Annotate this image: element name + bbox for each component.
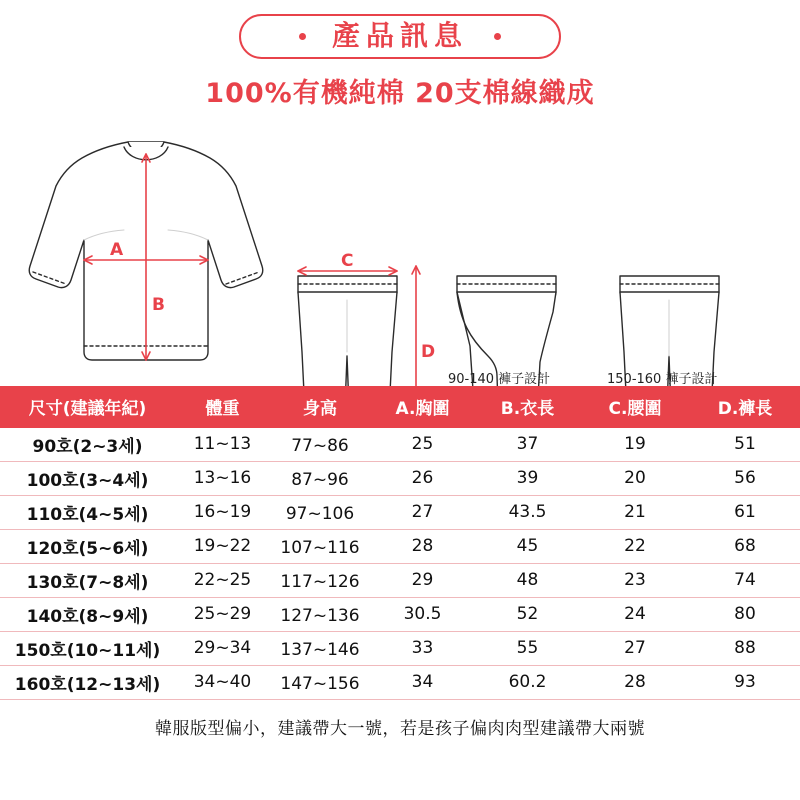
title-pill [239, 14, 561, 59]
cell-pants: 61 [690, 495, 800, 529]
col-header-chest: A.胸圍 [370, 386, 475, 428]
cell-weight: 34~40 [175, 665, 270, 699]
dimension-label-b: B [152, 294, 165, 315]
cell-size: 100호(3~4세) [0, 461, 175, 495]
dot-left-icon [299, 33, 306, 40]
table-row [0, 563, 800, 597]
cell-size: 90호(2~3세) [0, 428, 175, 462]
cell-size: 150호(10~11세) [0, 631, 175, 665]
cell-size: 130호(7~8세) [0, 563, 175, 597]
cell-waist: 27 [580, 631, 690, 665]
cell-pants: 74 [690, 563, 800, 597]
col-header-size: 尺寸(建議年紀) [0, 386, 175, 428]
cell-waist: 19 [580, 428, 690, 462]
cell-pants: 93 [690, 665, 800, 699]
cell-length: 60.2 [475, 665, 580, 699]
col-header-pants: D.褲長 [690, 386, 800, 428]
table-row [0, 597, 800, 631]
cell-length: 37 [475, 428, 580, 462]
garment-illustration [0, 116, 800, 386]
cell-waist: 23 [580, 563, 690, 597]
product-info-header [0, 0, 800, 110]
col-header-length: B.衣長 [475, 386, 580, 428]
cell-weight: 25~29 [175, 597, 270, 631]
cell-waist: 21 [580, 495, 690, 529]
size-table-body [0, 428, 800, 700]
cell-weight: 16~19 [175, 495, 270, 529]
cell-length: 48 [475, 563, 580, 597]
cell-chest: 33 [370, 631, 475, 665]
sizing-footnote: 韓服版型偏小，建議帶大一號，若是孩子偏肉肉型建議帶大兩號 [155, 718, 645, 739]
page-title: 產品訊息 [331, 19, 468, 52]
cell-height: 97~106 [270, 497, 370, 531]
table-row [0, 529, 800, 563]
size-table [0, 386, 800, 700]
dimension-label-d: D [421, 341, 436, 362]
table-row [0, 631, 800, 665]
cell-size: 160호(12~13세) [0, 665, 175, 699]
cell-length: 55 [475, 631, 580, 665]
cell-weight: 19~22 [175, 529, 270, 563]
cell-size: 120호(5~6세) [0, 529, 175, 563]
cell-chest: 34 [370, 665, 475, 699]
cell-height: 137~146 [270, 633, 370, 667]
cell-height: 77~86 [270, 430, 370, 464]
table-row [0, 461, 800, 495]
cell-pants: 51 [690, 428, 800, 462]
garment-drawings [0, 116, 800, 386]
cell-length: 52 [475, 597, 580, 631]
cell-pants: 88 [690, 631, 800, 665]
caption-pants-90-140: 90-140 褲子設計 [448, 371, 551, 387]
cell-chest: 29 [370, 563, 475, 597]
cell-waist: 28 [580, 665, 690, 699]
cell-pants: 80 [690, 597, 800, 631]
cell-size: 110호(4~5세) [0, 495, 175, 529]
table-row [0, 428, 800, 462]
cell-chest: 25 [370, 428, 475, 462]
cell-chest: 26 [370, 461, 475, 495]
dot-right-icon [494, 33, 501, 40]
col-header-waist: C.腰圍 [580, 386, 690, 428]
cell-pants: 68 [690, 529, 800, 563]
col-header-height: 身高 [270, 386, 370, 428]
cell-waist: 20 [580, 461, 690, 495]
table-header-row [0, 386, 800, 428]
cell-height: 147~156 [270, 667, 370, 701]
cell-length: 39 [475, 461, 580, 495]
cell-size: 140호(8~9세) [0, 597, 175, 631]
page-subtitle: 100%有機純棉 20支棉線織成 [205, 77, 595, 109]
dimension-label-c: C [341, 250, 354, 271]
cell-height: 127~136 [270, 599, 370, 633]
pants-measured-drawing [298, 276, 397, 386]
caption-pants-150-160: 150-160 褲子設計 [607, 371, 718, 387]
cell-length: 45 [475, 529, 580, 563]
cell-weight: 22~25 [175, 563, 270, 597]
col-header-weight: 體重 [175, 386, 270, 428]
dimension-label-a: A [110, 239, 124, 260]
cell-chest: 27 [370, 495, 475, 529]
table-row [0, 495, 800, 529]
cell-weight: 29~34 [175, 631, 270, 665]
cell-height: 107~116 [270, 531, 370, 565]
table-row [0, 665, 800, 699]
cell-length: 43.5 [475, 495, 580, 529]
size-table-wrap [0, 386, 800, 700]
cell-weight: 11~13 [175, 428, 270, 462]
cell-chest: 28 [370, 529, 475, 563]
size-table-header [0, 386, 800, 428]
cell-height: 117~126 [270, 565, 370, 599]
cell-weight: 13~16 [175, 461, 270, 495]
cell-chest: 30.5 [370, 597, 475, 631]
cell-waist: 22 [580, 529, 690, 563]
cell-waist: 24 [580, 597, 690, 631]
cell-height: 87~96 [270, 463, 370, 497]
cell-pants: 56 [690, 461, 800, 495]
